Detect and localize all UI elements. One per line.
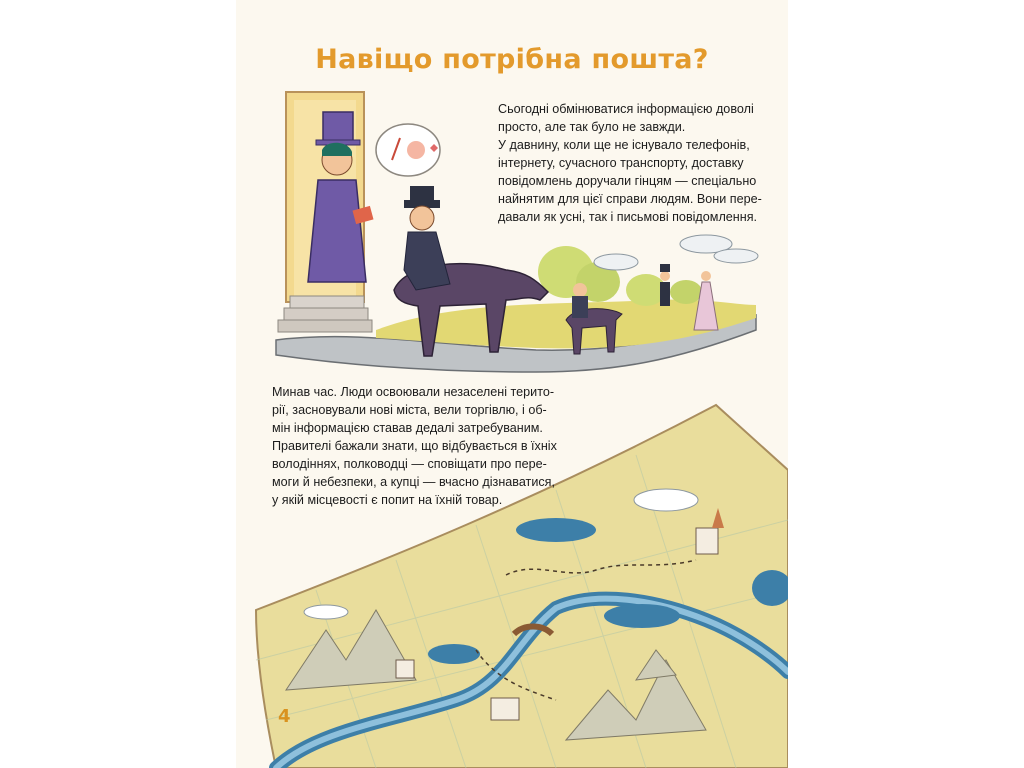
page-number: 4 xyxy=(278,706,291,727)
book-page xyxy=(236,0,788,768)
page-title: Навіщо потрібна пошта? xyxy=(315,44,709,75)
intro-paragraph: Сьогодні обмінюватися інформацією доволі просто, але так було не завжди. У давнину, коли ще не існувало телефонів, інтернету, сучасного транспорту, доставку повідомлень доручали гінцям — спеціально найнятим для цієї справи людям. Вони пере- давали як усні, так і письмові повідомлення. xyxy=(498,102,762,224)
history-paragraph: Минав час. Люди освоювали незаселені терито- рії, засновували нові міста, вели торгівлю, і об- мін інформацією ставав дедалі затребуваним. Правителі бажали знати, що відбувається в їхніх володіннях, полководці — сповіщати про пере- моги й небезпеки, а купці — вчасно дізнаватися, у якій місцевості є попит на їхній товар. xyxy=(272,385,557,507)
